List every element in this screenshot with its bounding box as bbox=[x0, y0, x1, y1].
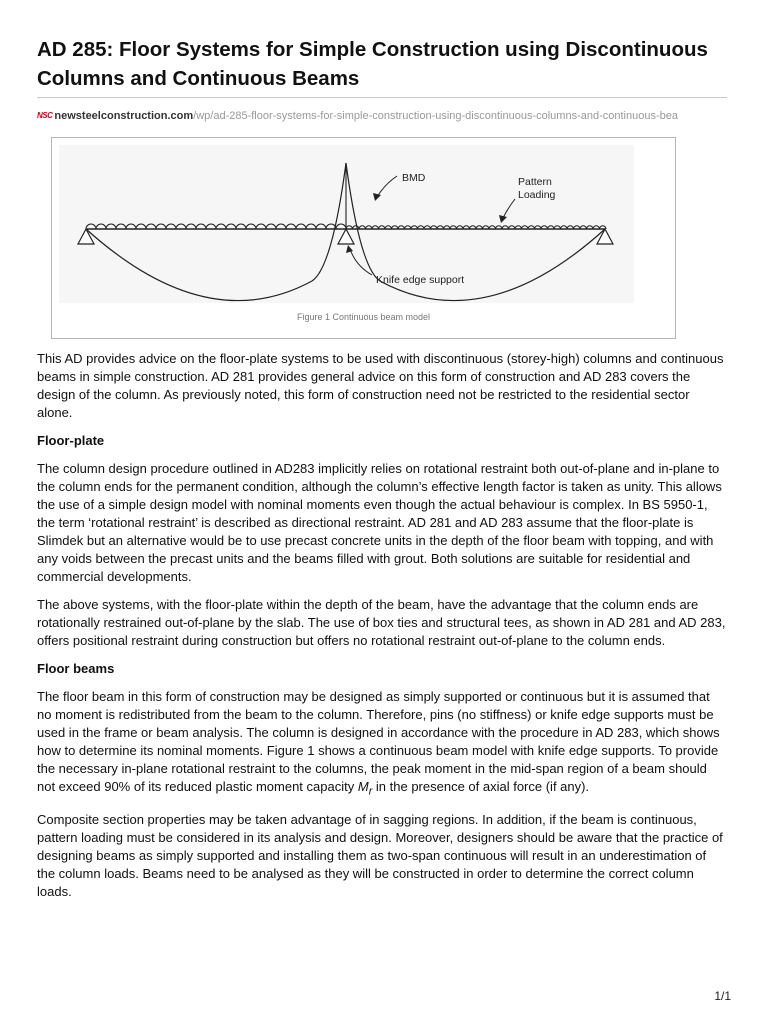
left-support-icon bbox=[78, 229, 94, 244]
bmd-leader-arrow bbox=[377, 176, 397, 197]
pattern-loading-leader-arrow bbox=[503, 199, 515, 218]
figure-caption: Figure 1 Continuous beam model bbox=[296, 312, 431, 322]
central-knife-edge-support-icon bbox=[338, 229, 354, 244]
article-body bbox=[37, 350, 727, 911]
source-path-link[interactable]: /wp/ad-285-floor-systems-for-simple-construction-using-discontinuous-columns-and-continuous-bea bbox=[193, 110, 678, 122]
nsc-logo-icon: NSC bbox=[37, 111, 53, 120]
intro-paragraph: This AD provides advice on the floor-plate systems to be used with discontinuous (storey-high) columns and continuous beams in simple construction. AD 281 provides general advice on this form of construction and AD 283 covers the design of the column. As previously noted, this form of construction need not be restricted to the residential sector alone. bbox=[37, 351, 724, 420]
loading-label: Loading bbox=[518, 189, 556, 201]
title-divider bbox=[37, 97, 727, 98]
floor-beams-text-a: The floor beam in this form of construction may be designed as simply supported or continuous but it is assumed that no moment is redistributed from the beam to the column. Therefore, pins (no stiffness) or knife edge supports must be used in the frame or beam analysis. The column is designed in accordance with the procedure in AD 283, which shows how to determine its nominal moments. Figure 1 shows a continuous beam model with knife edge supports. To provide the necessary in-plane rotational restraint to the columns, the peak moment in the mid-span region of a beam should not exceed 90% of its reduced plastic moment capacity bbox=[37, 689, 720, 794]
heading-floor-plate: Floor-plate bbox=[37, 433, 105, 448]
moment-symbol: $M_r$ bbox=[357, 779, 373, 798]
floor-beams-text-b: in the presence of axial force (if any). bbox=[372, 779, 590, 794]
heading-floor-beams: Floor beams bbox=[37, 661, 115, 676]
figure-1 bbox=[51, 137, 676, 339]
load-arcs-right-span bbox=[346, 226, 606, 229]
source-line bbox=[37, 108, 727, 124]
bmd-arrowhead bbox=[373, 193, 381, 201]
knife-edge-leader-arrow bbox=[350, 249, 372, 275]
floor-beams-paragraph-2: Composite section properties may be taken advantage of in sagging regions. In addition, if the beam is continuous, pattern loading must be considered in its analysis and design. Moreover, designers should be aware that the practice of designing beams as simply supported and installing them as two-span continuous will result in an underestimation of the column loads. Beams need to be analysed as they will be constructed in order to determine the correct column loads. bbox=[37, 811, 723, 899]
page-title: AD 285: Floor Systems for Simple Construction using Discontinuous Columns and Continuous Beams bbox=[37, 38, 708, 90]
floor-plate-paragraph-1: The column design procedure outlined in AD283 implicitly relies on rotational restraint both out-of-plane and in-plane to the column ends for the permanent condition, although the column’s effective length factor is taken as unity. This allows the use of a simple design model with nominal moments even though the actual behaviour is complex. In BS 5950-1, the term ‘rotational restraint’ is described as directional restraint. AD 281 and AD 283 assume that the floor-plate is Slimdek but an alternative would be to use precast concrete units in the depth of the floor beam with topping, and with any voids between the precast units and the beams filled with grout. Both solutions are suitable for residential and commercial developments. bbox=[37, 461, 722, 584]
floor-plate-paragraph-2: The above systems, with the floor-plate within the depth of the beam, have the advantage that the column ends are rotationally restrained out-of-plane by the slab. The use of box ties and structural tees, as shown in AD 281 and AD 283, offers positional restraint during construction but offers no rotational restraint out-of-plane to the column ends. bbox=[37, 597, 726, 648]
knife-edge-support-label: Knife edge support bbox=[376, 274, 465, 286]
knife-edge-arrowhead bbox=[346, 245, 353, 253]
right-support-icon bbox=[597, 229, 613, 244]
continuous-beam-diagram bbox=[52, 138, 675, 338]
source-domain-link[interactable]: newsteelconstruction.com bbox=[54, 110, 194, 122]
page-number: 1/1 bbox=[714, 989, 731, 1003]
pattern-loading-arrowhead bbox=[499, 215, 507, 223]
load-arcs-left-span bbox=[86, 224, 346, 229]
bmd-label: BMD bbox=[402, 172, 426, 184]
pattern-label: Pattern bbox=[518, 176, 552, 188]
floor-beams-paragraph-1 bbox=[37, 688, 727, 801]
